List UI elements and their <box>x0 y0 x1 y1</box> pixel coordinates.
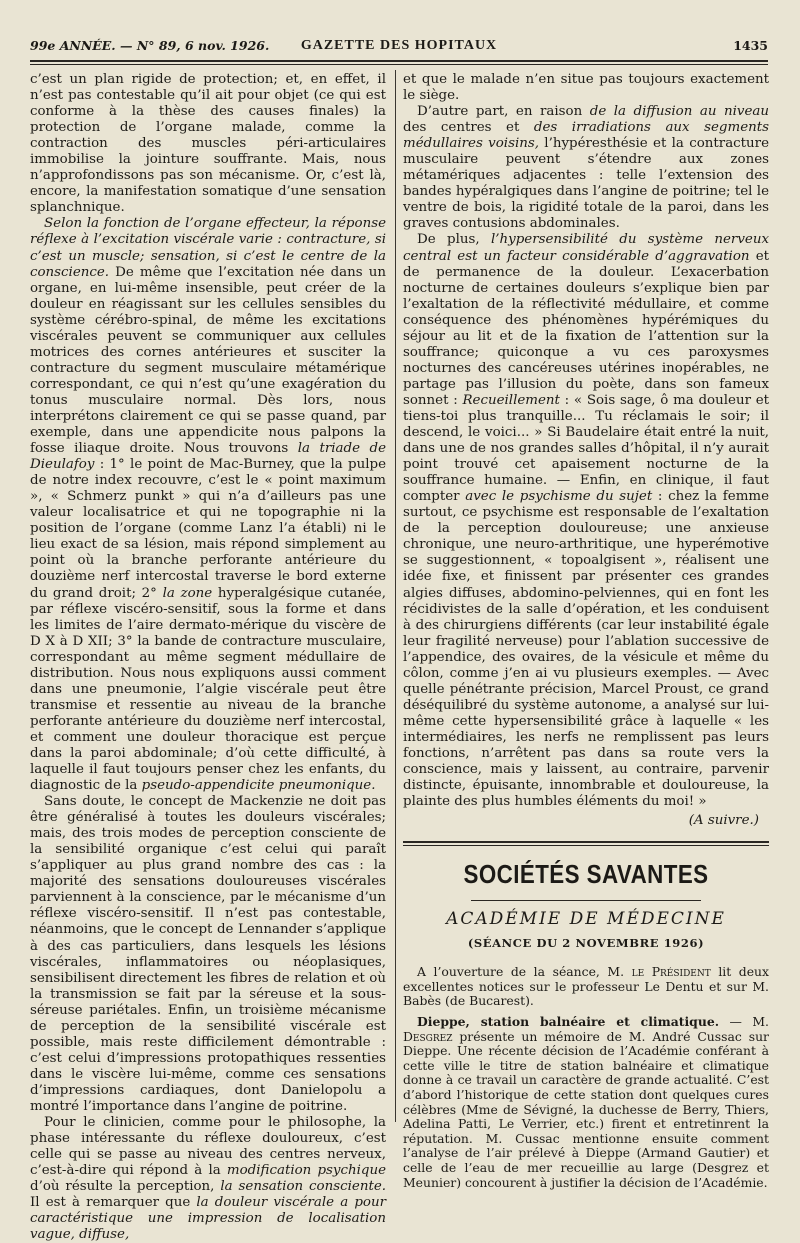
paragraph: De plus, l’hypersensibilité du système nerveux central est un facteur considérable d’aggravation et de permanence de la douleur. L’exacerbation nocturne de certaines douleurs s’explique bien par l’exaltation de la réflectivité médullaire, et comme conséquence des phénomènes hypérémiques du séjour au lit et de la fixation de l’attention sur la souffrance; quiconque a vu ces paroxysmes nocturnes des cancéreuses utérines inopérables, ne partage pas l’illusion du poète, dans son fameux sonnet : Recueillement : « Sois sage, ô ma douleur et tiens-toi plus tranquille... Tu réclamais le soir; il descend, le voici... » Si Baudelaire était entré la nuit, dans une de nos grandes salles d’hôpital, il n’y aurait point trouvé cet apaisement nocturne de la souffrance humaine. — Enfin, en clinique, il faut compter avec le psychisme du sujet : chez la femme surtout, ce psychisme est responsable de l’exaltation de la perception douloureuse; une anxieuse chronique, une neuro-arthritique, une hyperémotive se suggestionnent, « topoalgisent », réalisent une idée fixe, et finissent par présenter ces grandes algies diffuses, abdomino-pelviennes, qui en font les récidivistes de la salle d’opération, et les conduisent à des chirurgiens différents (car leur instabilité égale leur fragilité nerveuse) pour l’ablation successive de l’appendice, des ovaires, de la vésicule et même du côlon, comme j’en ai vu plusieurs exemples. — Avec quelle pénétrante précision, Marcel Proust, ce grand déséquilibré du système autonome, a analysé sur lui-même cette hypersensibilité grâce à laquelle « les intermédiaires, les nerfs ne remplissent pas leurs fonctions, n’arrêtent pas dans sa route vers la conscience, mais y laissent, au contraire, parvenir distincte, épuisante, innombrable et douloureuse, la plainte des plus humbles éléments du moi! » <box>403 232 770 810</box>
section-rule-thin <box>403 845 769 846</box>
header-rule <box>30 60 768 62</box>
session-date: (SÉANCE DU 2 NOVEMBRE 1926) <box>467 936 705 951</box>
section-title: SOCIÉTÉS SAVANTES <box>463 859 709 890</box>
paragraph: Sans doute, le concept de Mackenzie ne doit pas être généralisé à toutes les douleurs viscérales; mais, des trois modes de perception consciente de la sensibilité organique c’est celui qui paraît s’appliquer au plus grand nombre des cas : la majorité des sensations douloureuses viscérales parviennent à la conscience, par le mécanisme d’un réflexe viscéro-sensitif. Il n’est pas contestable, néanmoins, que le concept de Lennander s’applique à des cas particuliers, dans lesquels les lésions viscérales, inflammatoires ou néoplasiques, sensibilisent directement les fibres de relation et où la transmission se fait par la séreuse et la sous-séreuse pariétales. Enfin, un troisième mécanisme de perception de la sensibilité viscérale est possible, mais reste difficilement démontrable : c’est celui d’impressions protopathiques ressenties dans le viscère lui-même, comme ces sensations d’impressions cardiaques, dont Danielopolu a montré l’importance dans l’angine de poitrine. <box>30 794 386 1114</box>
title-rule <box>471 900 701 901</box>
news-item: A l’ouverture de la séance, M. le Président lit deux excellentes notices sur le professeur Le Dentu et sur M. Babès (de Bucarest). <box>403 964 770 1009</box>
column-divider <box>395 70 396 1122</box>
page-header <box>30 38 768 60</box>
right-column <box>403 72 770 1190</box>
paragraph: Pour le clinicien, comme pour le philosophe, la phase intéressante du réflexe douloureux, c’est celle qui se passe au niveau des centres nerveux, c’est-à-dire qui répond à la modification psychique d’où résulte la perception, la sensation consciente. Il est à remarquer que la douleur viscérale a pour caractéristique une impression de localisation vague, diffuse, <box>30 1115 387 1243</box>
header-rule-thin <box>30 64 768 65</box>
page-number: 1435 <box>733 38 768 53</box>
paragraph: et que le malade n’en situe pas toujours exactement le siège. <box>403 72 769 104</box>
academy-heading: ACADÉMIE DE MÉDECINE <box>446 909 726 930</box>
journal-title: GAZETTE DES HOPITAUX <box>300 38 498 53</box>
issue-info: 99e ANNÉE. — N° 89, 6 nov. 1926. <box>30 38 270 53</box>
left-column <box>30 72 387 1243</box>
paragraph: Selon la fonction de l’organe effecteur, la réponse réflexe à l’excitation viscérale varie : contracture, si c’est un muscle; sensation, si c’est le centre de la conscience. De même que l’excitation née dans un organe, en lui-même insensible, peut créer de la douleur en réagissant sur les cellules sensibles du système cérébro-spinal, de même les excitations viscérales peuvent se communiquer aux cellules motrices des cornes antérieures et susciter la contracture du segment musculaire métamérique correspondant, ce qui n’est qu’une exagération du tonus musculaire normal. Dès lors, nous interprétons clairement ce qui se passe quand, par exemple, dans une appendicite nous palpons la fosse iliaque droite. Nous trouvons la triade de Dieulafoy : 1° le point de Mac-Burney, que la pulpe de notre index recouvre, c’est le « point maximum », « Schmerz punkt » qui n’a d’ailleurs pas une valeur localisatrice et qui ne topographie ni la position de l’organe (comme Lanz l’a établi) ni le lieu exact de sa lésion, mais répond simplement au point où la branche perforante antérieure du douzième nerf intercostal traverse le bord externe du grand droit; 2° la zone hyperalgésique cutanée, par réflexe viscéro-sensitif, sous la forme et dans les limites de l’aire dermato-mérique du viscère de D X à D XII; 3° la bande de contracture musculaire, correspondant au même segment médullaire de distribution. Nous nous expliquons aussi comment dans une pneumonie, l’algie viscérale peut être transmise et ressentie au niveau de la branche perforante antérieure du douzième nerf intercostal, et comment une douleur thoracique est perçue dans la paroi abdominale; d’où cette difficulté, à laquelle il faut toujours penser chez les enfants, du diagnostic de la pseudo-appendicite pneumonique. <box>30 216 386 794</box>
news-item: Dieppe, station balnéaire et climatique. — M. Desgrez présente un mémoire de M. André Cussac sur Dieppe. Une récente décision de l’Académie conférant à cette ville le titre de station balnéaire et climatique donne à ce travail un caractère de grande actualité. C’est d’abord l’historique de cette station dont quelques cures célèbres (Mme de Sévigné, la duchesse de Berry, Thiers, Adelina Patti, Le Verrier, etc.) firent et entretinrent la réputation. M. Cussac mentionne ensuite comment l’analyse de l’air prélevé à Dieppe (Armand Gautier) et celle de l’eau de mer recueillie au large (Desgrez et Meunier) concourent à justifier la décision de l’Académie. <box>403 1014 769 1190</box>
paragraph: D’autre part, en raison de la diffusion au niveau des centres et des irradiations aux segments médullaires voisins, l’hypéresthésie et la contracture musculaire peuvent s’étendre aux zones métamériques adjacentes : telle l’extension des bandes hypéralgiques dans l’angine de poitrine; tel le ventre de bois, la rigidité totale de la paroi, dans les graves contusions abdominales. <box>403 104 770 232</box>
to-be-continued: (A suivre.) <box>688 813 759 829</box>
section-rule <box>403 841 769 843</box>
paragraph: c’est un plan rigide de protection; et, en effet, il n’est pas contestable qu’il ait pour objet (ce qui est conforme à la thèse des causes finales) la protection de l’organe malade, comme la contraction des muscles péri-articulaires immobilise la jointure souffrante. Mais, nous n’approfondissons pas son mécanisme. Or, c’est là, encore, la manifestation somatique d’une sensation splanchnique. <box>30 72 386 216</box>
